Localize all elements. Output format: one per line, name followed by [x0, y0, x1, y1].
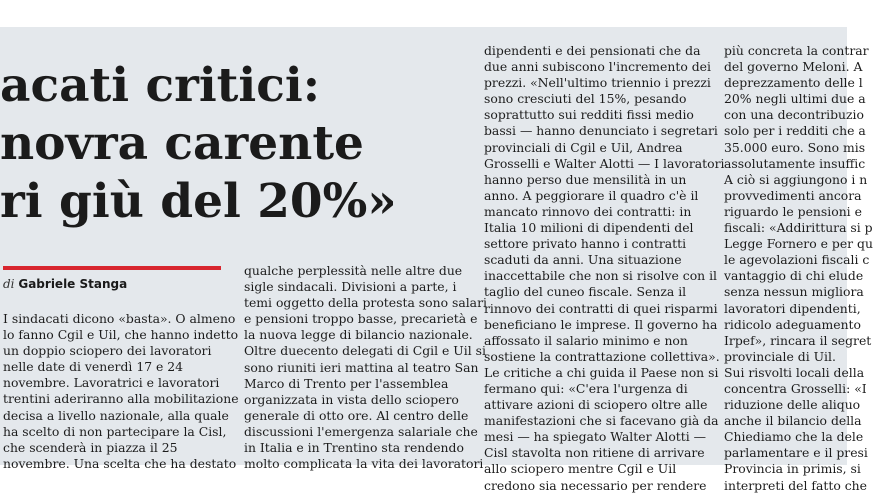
- text-line: con una decontribuzio: [724, 107, 864, 123]
- text-line: ha scelto di non partecipare la Cisl,: [3, 423, 227, 439]
- text-line: Marco di Trento per l'assemblea: [244, 375, 449, 391]
- text-line: deprezzamento delle l: [724, 75, 863, 91]
- text-line: qualche perplessità nelle altre due: [244, 263, 463, 278]
- text-line: fiscali: «Addirittura si p: [724, 220, 873, 236]
- text-line: più concreta la contrar: [724, 43, 869, 58]
- article-column-2: [244, 263, 487, 472]
- text-line: sono riuniti ieri mattina al teatro San: [244, 359, 479, 375]
- text-line: senza nessun migliora: [724, 284, 864, 300]
- text-line: interpreti del fatto che: [724, 477, 867, 493]
- text-line: sigle sindacali. Divisioni a parte, i: [244, 279, 457, 295]
- article-column-1: [3, 311, 239, 472]
- text-line: A ciò si aggiungono i n: [724, 171, 868, 187]
- text-line: e pensioni troppo basse, precarietà e: [244, 311, 478, 327]
- text-line: lavoratori dipendenti,: [724, 300, 861, 316]
- text-line: Cisl stavolta non ritiene di arrivare: [484, 445, 705, 461]
- text-line: manifestazioni che si facevano già da: [484, 413, 719, 429]
- article-column-4: [724, 43, 873, 494]
- headline-line: acati critici:: [0, 58, 321, 113]
- headline: [0, 57, 470, 231]
- text-line: del governo Meloni. A: [724, 59, 863, 75]
- article-column-3: [484, 43, 725, 494]
- text-line: rinnovo dei contratti di quei risparmi: [484, 300, 718, 316]
- text-line: che scenderà in piazza il 25: [3, 439, 178, 455]
- text-line: in Italia e in Trentino sta rendendo: [244, 440, 464, 456]
- text-line: bassi — hanno denunciato i segretari: [484, 123, 718, 139]
- text-line: provinciale di Uil.: [724, 348, 836, 364]
- text-line: lo fanno Cgil e Uil, che hanno indetto: [3, 327, 239, 343]
- text-line: mesi — ha spiegato Walter Alotti —: [484, 429, 707, 445]
- text-line: discussioni l'emergenza salariale che: [244, 423, 478, 439]
- text-line: I sindacati dicono «basta». O almeno: [3, 311, 236, 326]
- text-line: solo per i redditi che a: [724, 123, 866, 139]
- text-line: provvedimenti ancora: [724, 187, 862, 203]
- text-line: generale di otto ore. Al centro delle: [244, 407, 469, 423]
- text-line: Irpef», rincara il segret: [724, 332, 872, 348]
- text-line: due anni subiscono l'incremento dei: [484, 59, 711, 75]
- text-line: attivare azioni di sciopero oltre alle: [484, 397, 708, 413]
- text-line: temi oggetto della protesta sono salari: [244, 295, 487, 311]
- headline-line: novra carente: [0, 116, 364, 171]
- text-line: nelle date di venerdì 17 e 24: [3, 359, 184, 375]
- text-line: le agevolazioni fiscali c: [724, 252, 870, 268]
- text-line: trentini aderiranno alla mobilitazione: [3, 391, 239, 407]
- text-line: Chiediamo che la dele: [724, 429, 864, 445]
- text-line: assolutamente insuffic: [724, 155, 866, 171]
- text-line: parlamentare e il presi: [724, 445, 868, 461]
- text-line: allo sciopero mentre Cgil e Uil: [484, 461, 677, 477]
- text-line: anche il bilancio della: [724, 413, 862, 429]
- text-line: beneficiano le imprese. Il governo ha: [484, 316, 718, 332]
- text-line: scaduti da anni. Una situazione: [484, 252, 682, 268]
- text-line: Grosselli e Walter Alotti — I lavoratori: [484, 155, 725, 171]
- text-line: organizzata in vista dello sciopero: [244, 391, 459, 407]
- newspaper-clipping: [0, 27, 873, 493]
- text-line: Legge Fornero e per qu: [724, 236, 873, 252]
- text-line: prezzi. «Nell'ultimo triennio i prezzi: [484, 75, 711, 91]
- text-line: sostiene la contrattazione collettiva».: [484, 348, 720, 364]
- text-line: la nuova legge di bilancio nazionale.: [244, 327, 473, 343]
- text-line: Sui risvolti locali della: [724, 364, 865, 380]
- red-rule-divider: [3, 266, 221, 270]
- text-line: riguardo le pensioni e: [724, 203, 862, 219]
- text-line: riduzione delle aliquo: [724, 397, 861, 413]
- text-line: provinciali di Cgil e Uil, Andrea: [484, 139, 683, 155]
- text-line: novembre. Una scelta che ha destato: [3, 455, 237, 471]
- text-line: anno. A peggiorare il quadro c'è il: [484, 187, 699, 203]
- text-line: ridicolo adeguamento: [724, 316, 861, 332]
- text-line: Oltre duecento delegati di Cgil e Uil si: [244, 343, 486, 359]
- text-line: sono cresciuti del 15%, pesando: [484, 91, 687, 107]
- text-line: hanno perso due mensilità in un: [484, 171, 687, 187]
- byline-author: Gabriele Stanga: [18, 277, 128, 291]
- text-line: un doppio sciopero dei lavoratori: [3, 343, 212, 359]
- text-line: soprattutto sui redditi fissi medio: [484, 107, 694, 123]
- text-line: vantaggio di chi elude: [724, 268, 864, 284]
- text-line: fermano qui: «C'era l'urgenza di: [484, 380, 688, 396]
- text-line: 35.000 euro. Sono mis: [724, 139, 866, 155]
- byline: [3, 276, 127, 292]
- text-line: dipendenti e dei pensionati che da: [484, 43, 701, 58]
- text-line: decisa a livello nazionale, alla quale: [3, 407, 229, 423]
- text-line: novembre. Lavoratrici e lavoratori: [3, 375, 220, 391]
- text-line: credono sia necessario per rendere: [484, 477, 707, 493]
- text-line: 20% negli ultimi due a: [724, 91, 866, 107]
- text-line: Provincia in primis, si: [724, 461, 861, 477]
- text-line: affossato il salario minimo e non: [484, 332, 688, 348]
- text-line: Italia 10 milioni di dipendenti del: [484, 220, 694, 236]
- text-line: Le critiche a chi guida il Paese non si: [484, 364, 719, 380]
- headline-line: ri giù del 20%»: [0, 174, 397, 229]
- text-line: molto complicata la vita dei lavoratori: [244, 456, 484, 472]
- text-line: settore privato hanno i contratti: [484, 236, 687, 252]
- text-line: inaccettabile che non si risolve con il: [484, 268, 718, 284]
- text-line: concentra Grosselli: «I: [724, 380, 867, 396]
- text-line: mancato rinnovo dei contratti: in: [484, 203, 692, 219]
- byline-prefix: di: [3, 277, 15, 291]
- text-line: taglio del cuneo fiscale. Senza il: [484, 284, 687, 300]
